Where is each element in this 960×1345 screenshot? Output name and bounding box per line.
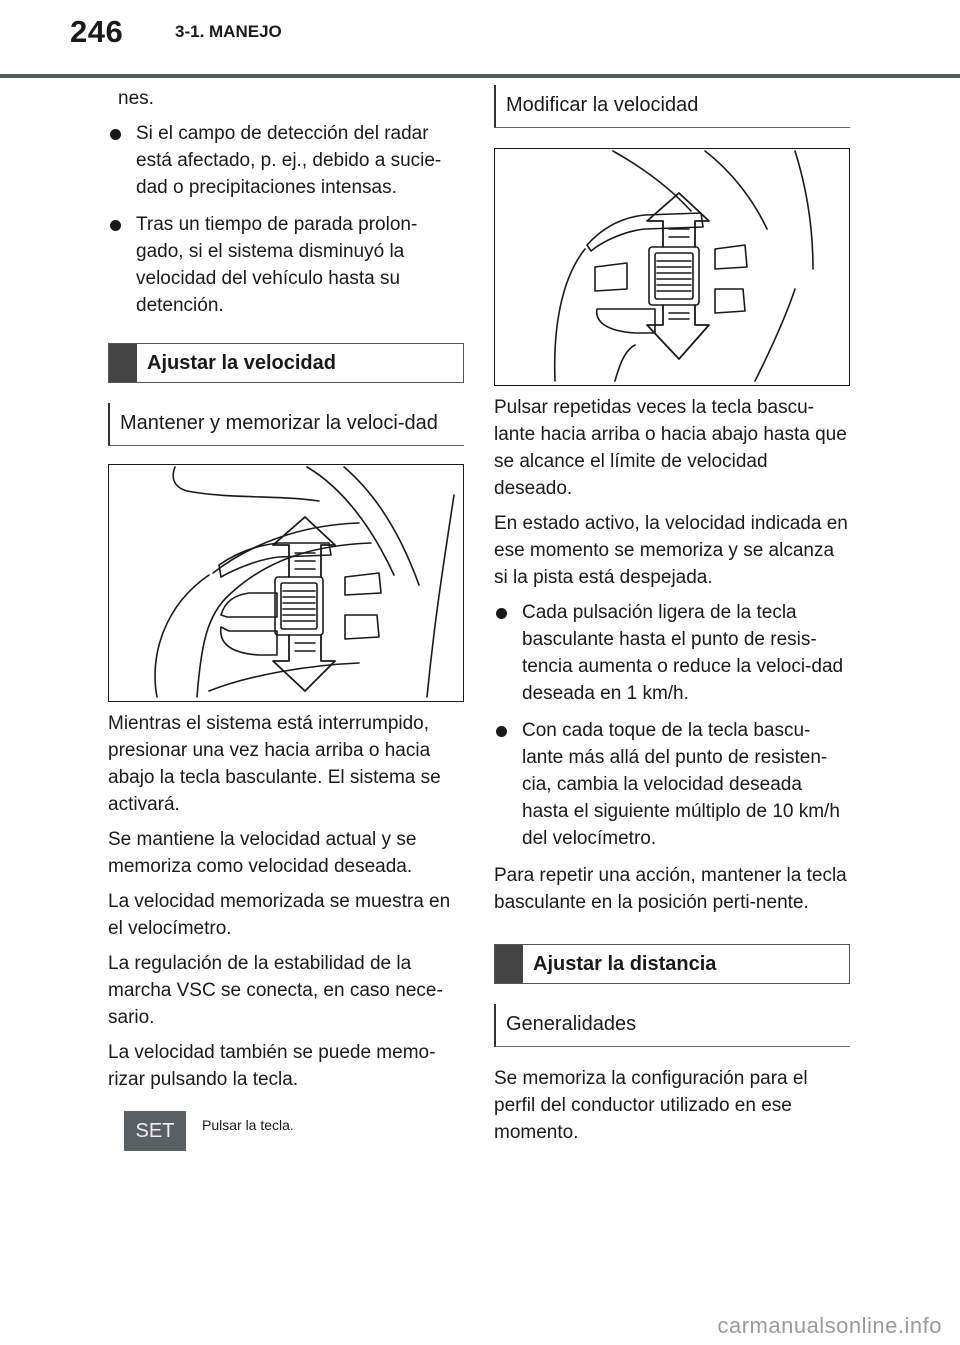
set-key-row <box>108 1111 464 1151</box>
left-column <box>108 85 464 1151</box>
paragraph: Para repetir una acción, mantener la tecla basculante en la posición perti-nente. <box>494 865 847 913</box>
paragraph: Se memoriza la configuración para el perfil del conductor utilizado en ese momento. <box>494 1068 808 1143</box>
paragraph: La velocidad memorizada se muestra en el velocímetro. <box>108 891 451 939</box>
set-key-description: Pulsar la tecla. <box>202 1117 294 1133</box>
paragraph: Mientras el sistema está interrumpido, presionar una vez hacia arriba o hacia abajo la tecla basculante. El sistema se activará. <box>108 713 441 815</box>
paragraph: La velocidad también se puede memo-rizar pulsando la tecla. <box>108 1042 436 1090</box>
subheading-modify-speed: Modificar la velocidad <box>494 85 850 128</box>
section-title: Ajustar la distancia <box>533 953 717 975</box>
bullet-icon <box>496 726 507 737</box>
paragraph: La regulación de la estabilidad de la marcha VSC se conecta, en caso nece-sario. <box>108 953 443 1028</box>
page-number: 246 <box>70 14 124 49</box>
set-key-symbol: SET <box>124 1111 186 1151</box>
left-bullet-list <box>108 120 464 319</box>
page-header <box>0 0 960 80</box>
steering-switch-drawing <box>109 465 462 701</box>
bullet-icon <box>496 608 507 619</box>
section-heading-distance <box>494 944 850 984</box>
section-heading-speed <box>108 343 464 383</box>
bullet-icon <box>110 220 121 231</box>
list-item: Con cada toque de la tecla bascu-lante más allá del punto de resisten-cia, cambia la velocidad deseada hasta el siguiente múltiplo de 10 km/h del velocímetro. <box>494 717 850 852</box>
paragraph: En estado activo, la velocidad indicada en ese momento se memoriza y se alcanza si la pista está despejada. <box>494 513 848 588</box>
steering-switch-drawing-2 <box>495 149 848 385</box>
section-bar <box>495 945 523 983</box>
header-rule <box>0 74 960 78</box>
list-item: Si el campo de detección del radar está afectado, p. ej., debido a sucie-dad o precipitaciones intensas. <box>108 120 464 201</box>
steering-switch-illustration-2 <box>494 148 850 386</box>
steering-switch-illustration <box>108 464 464 702</box>
list-item: Cada pulsación ligera de la tecla basculante hasta el punto de resis-tencia aumenta o reduce la veloci-dad deseada en 1 km/h. <box>494 599 850 707</box>
right-bullet-list <box>494 599 850 852</box>
section-title: Ajustar la velocidad <box>147 352 336 374</box>
bullet-icon <box>110 129 121 140</box>
paragraph: Pulsar repetidas veces la tecla bascu-lante hacia arriba o hacia abajo hasta que se alcance el límite de velocidad deseado. <box>494 397 847 499</box>
section-bar <box>109 344 137 382</box>
paragraph: Se mantiene la velocidad actual y se memoriza como velocidad deseada. <box>108 829 417 877</box>
subheading-general: Generalidades <box>494 1004 850 1047</box>
subheading-hold-memorize: Mantener y memorizar la veloci-dad <box>108 403 464 446</box>
list-item: Tras un tiempo de parada prolon-gado, si el sistema disminuyó la velocidad del vehículo hasta su detención. <box>108 211 464 319</box>
intro-tail: nes. <box>118 88 154 109</box>
chapter-label: 3-1. MANEJO <box>175 22 282 41</box>
watermark: carmanualsonline.info <box>717 1313 942 1338</box>
right-column <box>494 85 850 1154</box>
